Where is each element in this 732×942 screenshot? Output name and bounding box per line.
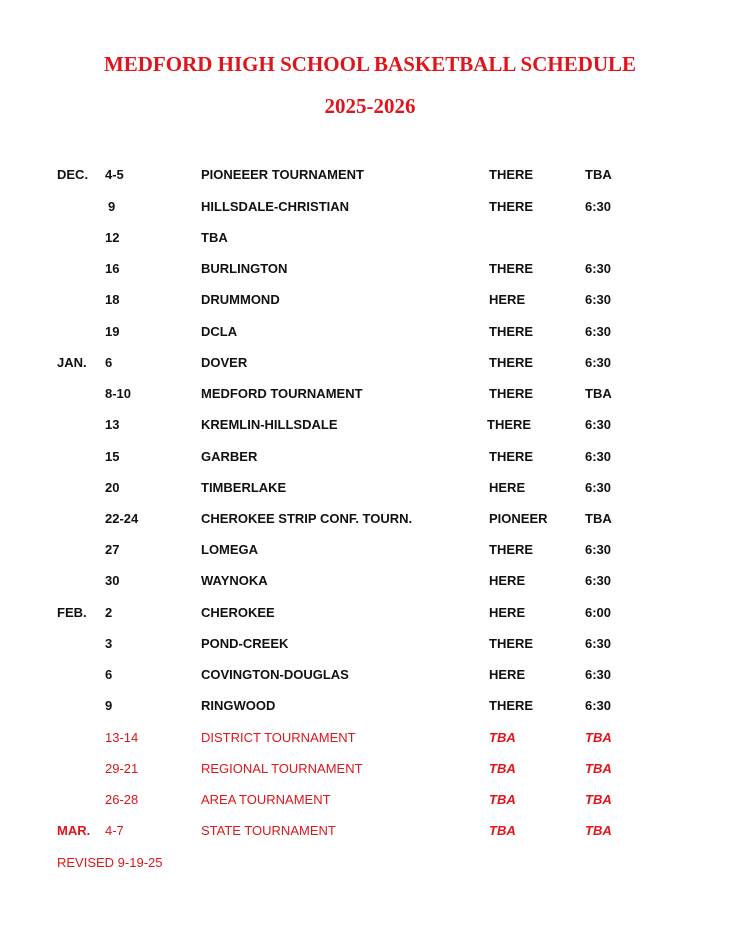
location-cell: THERE — [489, 324, 534, 339]
month-cell: MAR. — [57, 823, 91, 838]
location-cell: THERE — [489, 542, 534, 557]
location-cell: HERE — [489, 573, 526, 588]
table-row — [0, 261, 732, 281]
table-row — [0, 230, 732, 250]
location-cell: TBA — [489, 823, 516, 838]
opponent-cell: DOVER — [201, 355, 248, 370]
day-cell: 27 — [105, 542, 120, 557]
month-cell: FEB. — [57, 605, 87, 620]
day-cell: 6 — [105, 667, 113, 682]
table-row — [0, 292, 732, 312]
day-cell: 13-14 — [105, 730, 139, 745]
opponent-cell: RINGWOOD — [201, 698, 276, 713]
day-cell: 26-28 — [105, 792, 139, 807]
opponent-cell: HILLSDALE-CHRISTIAN — [201, 199, 350, 214]
time-cell: 6:30 — [585, 480, 612, 495]
time-cell: TBA — [585, 730, 612, 745]
opponent-cell: DISTRICT TOURNAMENT — [201, 730, 356, 745]
location-cell: THERE — [489, 199, 534, 214]
day-cell: 16 — [105, 261, 120, 276]
time-cell: 6:30 — [585, 292, 612, 307]
table-row — [0, 449, 732, 469]
opponent-cell: LOMEGA — [201, 542, 259, 557]
location-cell: THERE — [487, 417, 532, 432]
time-cell: 6:30 — [585, 355, 612, 370]
table-row — [0, 573, 732, 593]
table-row — [0, 199, 732, 219]
day-cell: 12 — [105, 230, 120, 245]
day-cell: 18 — [105, 292, 120, 307]
revised-note: REVISED 9-19-25 — [57, 855, 163, 870]
day-cell: 15 — [105, 449, 120, 464]
location-cell: TBA — [489, 761, 516, 776]
table-row — [0, 542, 732, 562]
table-row — [0, 605, 732, 625]
table-row — [0, 761, 732, 781]
day-cell: 8-10 — [105, 386, 132, 401]
time-cell: TBA — [585, 386, 612, 401]
table-row — [0, 324, 732, 344]
time-cell: 6:30 — [585, 449, 612, 464]
time-cell: 6:30 — [585, 324, 612, 339]
opponent-cell: PIONEEER TOURNAMENT — [201, 167, 364, 182]
day-cell: 9 — [105, 698, 113, 713]
location-cell: HERE — [489, 480, 526, 495]
day-cell: 19 — [105, 324, 120, 339]
opponent-cell: TBA — [201, 230, 228, 245]
day-cell: 4-7 — [105, 823, 124, 838]
page-title: MEDFORD HIGH SCHOOL BASKETBALL SCHEDULE — [103, 52, 637, 76]
table-row — [0, 386, 732, 406]
table-row — [0, 823, 732, 843]
day-cell: 13 — [105, 417, 120, 432]
day-cell: 6 — [105, 355, 113, 370]
opponent-cell: BURLINGTON — [201, 261, 288, 276]
time-cell: 6:30 — [585, 698, 612, 713]
table-row — [0, 511, 732, 531]
month-cell: JAN. — [57, 355, 87, 370]
location-cell: HERE — [489, 667, 526, 682]
table-row — [0, 730, 732, 750]
opponent-cell: MEDFORD TOURNAMENT — [201, 386, 363, 401]
season-title: 2025-2026 — [324, 94, 416, 118]
location-cell: THERE — [489, 355, 534, 370]
opponent-cell: DCLA — [201, 324, 238, 339]
opponent-cell: CHEROKEE — [201, 605, 275, 620]
opponent-cell: STATE TOURNAMENT — [201, 823, 336, 838]
time-cell: TBA — [585, 511, 612, 526]
location-cell: THERE — [489, 698, 534, 713]
time-cell: TBA — [585, 823, 612, 838]
opponent-cell: GARBER — [201, 449, 258, 464]
opponent-cell: POND-CREEK — [201, 636, 289, 651]
day-cell: 29-21 — [105, 761, 139, 776]
time-cell: 6:30 — [585, 261, 612, 276]
location-cell: HERE — [489, 605, 526, 620]
opponent-cell: COVINGTON-DOUGLAS — [201, 667, 349, 682]
day-cell: 3 — [105, 636, 113, 651]
opponent-cell: DRUMMOND — [201, 292, 280, 307]
location-cell: PIONEER — [489, 511, 548, 526]
day-cell: 30 — [105, 573, 120, 588]
table-row — [0, 417, 732, 437]
time-cell: 6:30 — [585, 667, 612, 682]
location-cell: TBA — [489, 730, 516, 745]
opponent-cell: REGIONAL TOURNAMENT — [201, 761, 363, 776]
time-cell: 6:30 — [585, 199, 612, 214]
time-cell: TBA — [585, 792, 612, 807]
day-cell: 4-5 — [105, 167, 124, 182]
location-cell: THERE — [489, 636, 534, 651]
time-cell: 6:30 — [585, 573, 612, 588]
time-cell: 6:00 — [585, 605, 612, 620]
time-cell: TBA — [585, 761, 612, 776]
time-cell: 6:30 — [585, 417, 612, 432]
location-cell: THERE — [489, 449, 534, 464]
location-cell: THERE — [489, 167, 534, 182]
opponent-cell: CHEROKEE STRIP CONF. TOURN. — [201, 511, 413, 526]
time-cell: TBA — [585, 167, 612, 182]
day-cell: 22-24 — [105, 511, 139, 526]
day-cell: 9 — [108, 199, 116, 214]
table-row — [0, 636, 732, 656]
table-row — [0, 355, 732, 375]
day-cell: 2 — [105, 605, 113, 620]
month-cell: DEC. — [57, 167, 89, 182]
table-row — [0, 698, 732, 718]
day-cell: 20 — [105, 480, 120, 495]
location-cell: HERE — [489, 292, 526, 307]
location-cell: THERE — [489, 261, 534, 276]
time-cell: 6:30 — [585, 636, 612, 651]
table-row — [0, 792, 732, 812]
opponent-cell: WAYNOKA — [201, 573, 268, 588]
location-cell: TBA — [489, 792, 516, 807]
opponent-cell: AREA TOURNAMENT — [201, 792, 331, 807]
table-row — [0, 667, 732, 687]
table-row — [0, 480, 732, 500]
time-cell: 6:30 — [585, 542, 612, 557]
location-cell: THERE — [489, 386, 534, 401]
opponent-cell: KREMLIN-HILLSDALE — [201, 417, 338, 432]
opponent-cell: TIMBERLAKE — [201, 480, 287, 495]
table-row — [0, 167, 732, 187]
